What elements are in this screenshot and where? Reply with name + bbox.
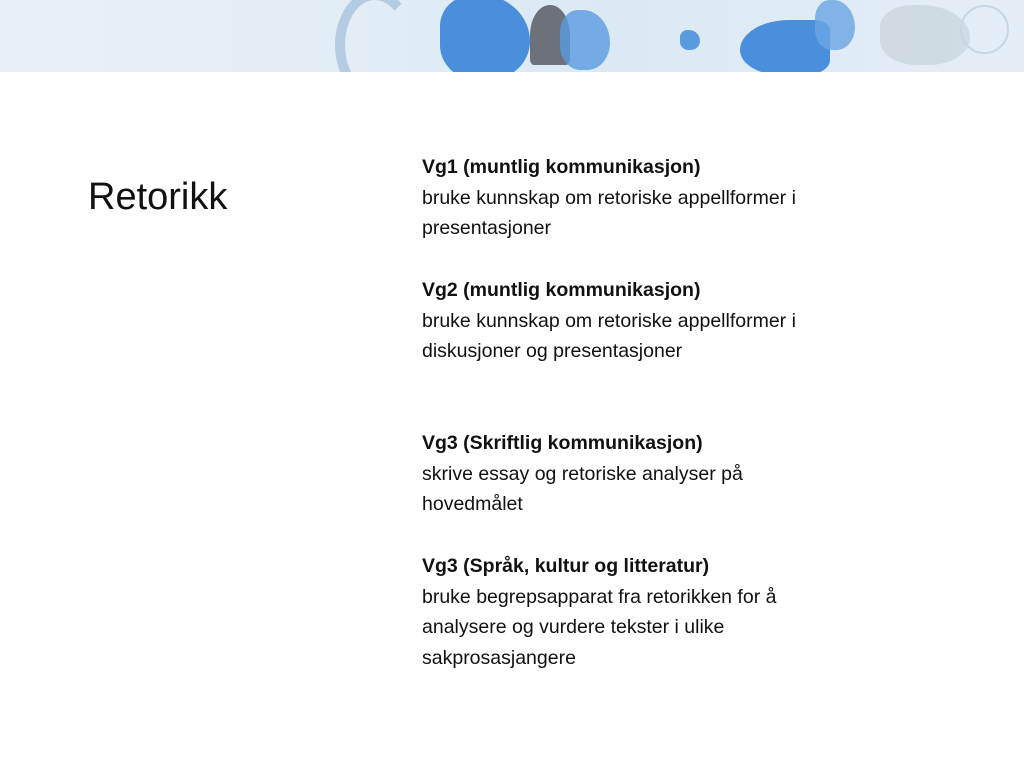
section-line: bruke begrepsapparat fra retorikken for å <box>422 585 777 608</box>
section-line: skrive essay og retoriske analyser på <box>422 462 743 485</box>
section-line: bruke kunnskap om retoriske appellformer i <box>422 186 796 209</box>
section-vg1 <box>422 152 902 244</box>
section-line: analysere og vurdere tekster i ulike <box>422 616 725 639</box>
slide-title: Retorikk <box>88 176 228 218</box>
section-line: sakprosasjangere <box>422 647 576 670</box>
section-heading: Vg3 (Språk, kultur og litteratur) <box>422 555 710 577</box>
section-vg3-skriftlig <box>422 428 902 520</box>
section-heading: Vg2 (muntlig kommunikasjon) <box>422 279 701 301</box>
section-vg2 <box>422 275 902 367</box>
section-heading: Vg3 (Skriftlig kommunikasjon) <box>422 432 703 454</box>
section-line: hovedmålet <box>422 493 523 516</box>
section-heading: Vg1 (muntlig kommunikasjon) <box>422 156 701 178</box>
section-vg3-sprak <box>422 551 902 674</box>
header-banner-image <box>0 0 1024 72</box>
section-line: bruke kunnskap om retoriske appellformer i <box>422 309 796 332</box>
section-line: presentasjoner <box>422 217 551 240</box>
section-line: diskusjoner og presentasjoner <box>422 340 683 363</box>
